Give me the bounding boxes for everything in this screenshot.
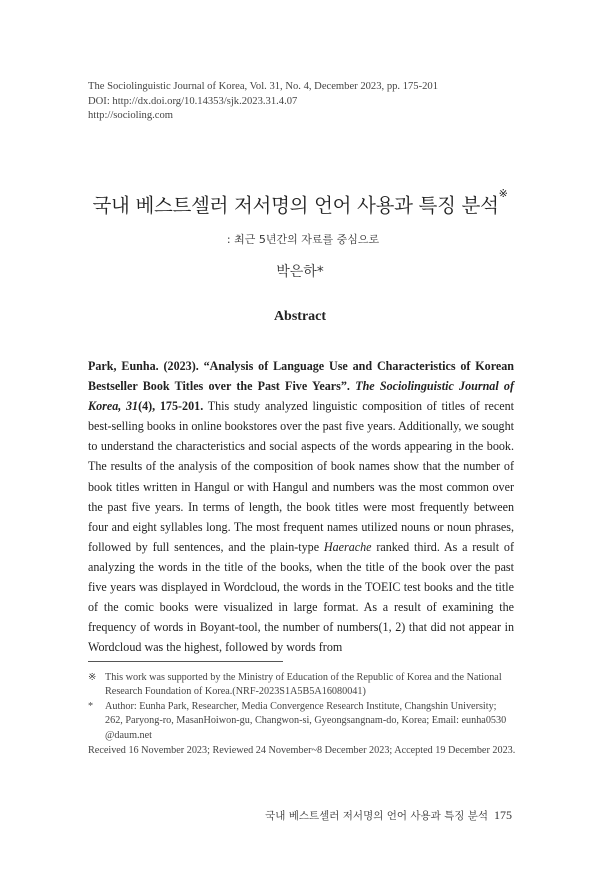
footnote-divider bbox=[88, 661, 283, 662]
abstract-text-part1: This study analyzed linguistic composition of titles of recent best-selling books in online bookstores over the past five years. Additionally, we sought to understand the characteristics and social aspects of the words appearing in the book. The results of the analysis of the composition of book names show that the number of book titles written in Hangul or with Hangul and numbers was the most common over the past five years. In terms of length, the book titles were most frequently between four and eight syllables long. The most frequent names utilized nouns or noun phrases, followed by full sentences, and the plain-type bbox=[88, 399, 515, 554]
citation-issue: (4), 175-201. bbox=[138, 399, 204, 414]
footnotes bbox=[88, 671, 514, 758]
abstract-text-part2: ranked third. As a result of analyzing the words in the title of the books, when the title of the book over the past five years was displayed in Wordcloud, the words in the TOEIC test books and the title of the comic books were visualized in large format. As a result of examining the frequency of words in Boyant-tool, the number of numbers(1, 2) that did not appear in Wordcloud was the highest, followed by words from bbox=[88, 539, 514, 655]
author-footnote bbox=[88, 700, 514, 743]
author-footnote-text: Author: Eunha Park, Researcher, Media Convergence Research Institute, Changshin University; 262, Paryong-ro, MasanHoiwon-gu, Changwon-si, Gyeongsangnam-do, Korea; Email: eunha0530 @daum.net bbox=[105, 700, 507, 741]
citation-journal: The Sociolinguistic Journal of Korea, 31 bbox=[88, 379, 514, 414]
funding-footnote-mark: ※ bbox=[88, 672, 97, 683]
paper-title-text: 국내 베스트셀러 저서명의 언어 사용과 특징 분석 bbox=[92, 194, 499, 217]
journal-url-line[interactable]: http://socioling.com bbox=[88, 110, 174, 121]
paper-subtitle: : 최근 5년간의 자료를 중심으로 bbox=[226, 233, 380, 246]
doi-line[interactable]: DOI: http://dx.doi.org/10.14353/sjk.2023.31.4.07 bbox=[88, 95, 298, 107]
author-footnote-mark: * bbox=[88, 700, 94, 712]
page-footer bbox=[265, 808, 512, 823]
abstract-heading: Abstract bbox=[273, 309, 327, 324]
author-name: 박은하* bbox=[276, 264, 324, 280]
citation-author: Park, Eunha. (2023). bbox=[88, 359, 199, 373]
funding-footnote bbox=[88, 671, 514, 700]
abstract-body bbox=[88, 356, 514, 657]
title-footnote-mark[interactable]: ※ bbox=[498, 187, 508, 200]
received-dates: Received 16 November 2023; Reviewed 24 November~8 December 2023; Accepted 19 December 2023. bbox=[88, 745, 516, 757]
journal-citation-line: The Sociolinguistic Journal of Korea, Vol. 31, No. 4, December 2023, pp. 175-201 bbox=[88, 81, 439, 92]
page-number: 175 bbox=[494, 808, 512, 822]
paper-title bbox=[0, 187, 600, 218]
journal-header bbox=[88, 80, 528, 124]
citation-title: “Analysis of Language Use and Characteristics of Korean Bestseller Book Titles over the Past Five Years”. bbox=[88, 359, 514, 394]
funding-footnote-text: This work was supported by the Ministry of Education of the Republic of Korea and the National Research Foundation of Korea.(NRF-2023S1A5B5A16080041) bbox=[105, 672, 502, 698]
running-title: 국내 베스트셀러 저서명의 언어 사용과 특징 분석 bbox=[265, 810, 488, 822]
abstract-term-haerache: Haerache bbox=[323, 539, 372, 554]
